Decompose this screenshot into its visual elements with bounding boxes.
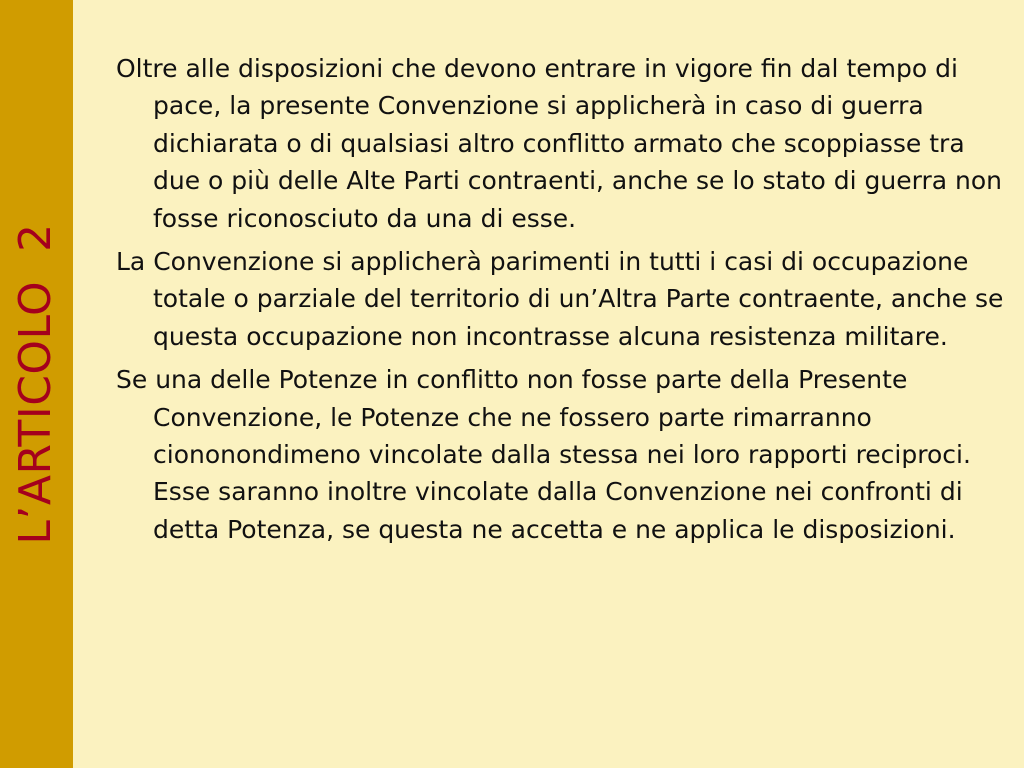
slide-title: L’ARTICOLO 2	[10, 223, 61, 545]
paragraph-2: La Convenzione si applicherà parimenti in tutti i casi di occupazione totale o parziale del territorio di un’Altra Parte contraente, anche se questa occupazione non incontrasse alcuna resistenza militare.	[116, 247, 1004, 351]
slide-body	[116, 50, 1016, 554]
paragraph-3: Se una delle Potenze in conflitto non fosse parte della Presente Convenzione, le Potenze che ne fossero parte rimarranno ciononondimeno vincolate dalla stessa nei loro rapporti reciproci. Esse saranno inoltre vincolate dalla Convenzione nei confronti di detta Potenza, se questa ne accetta e ne applica le disposizioni.	[116, 365, 971, 544]
paragraph-1: Oltre alle disposizioni che devono entrare in vigore fin dal tempo di pace, la presente Convenzione si applicherà in caso di guerra dichiarata o di qualsiasi altro conflitto armato che scoppiasse tra due o più delle Alte Parti contraenti, anche se lo stato di guerra non fosse riconosciuto da una di esse.	[116, 54, 1002, 233]
title-container	[0, 0, 73, 768]
